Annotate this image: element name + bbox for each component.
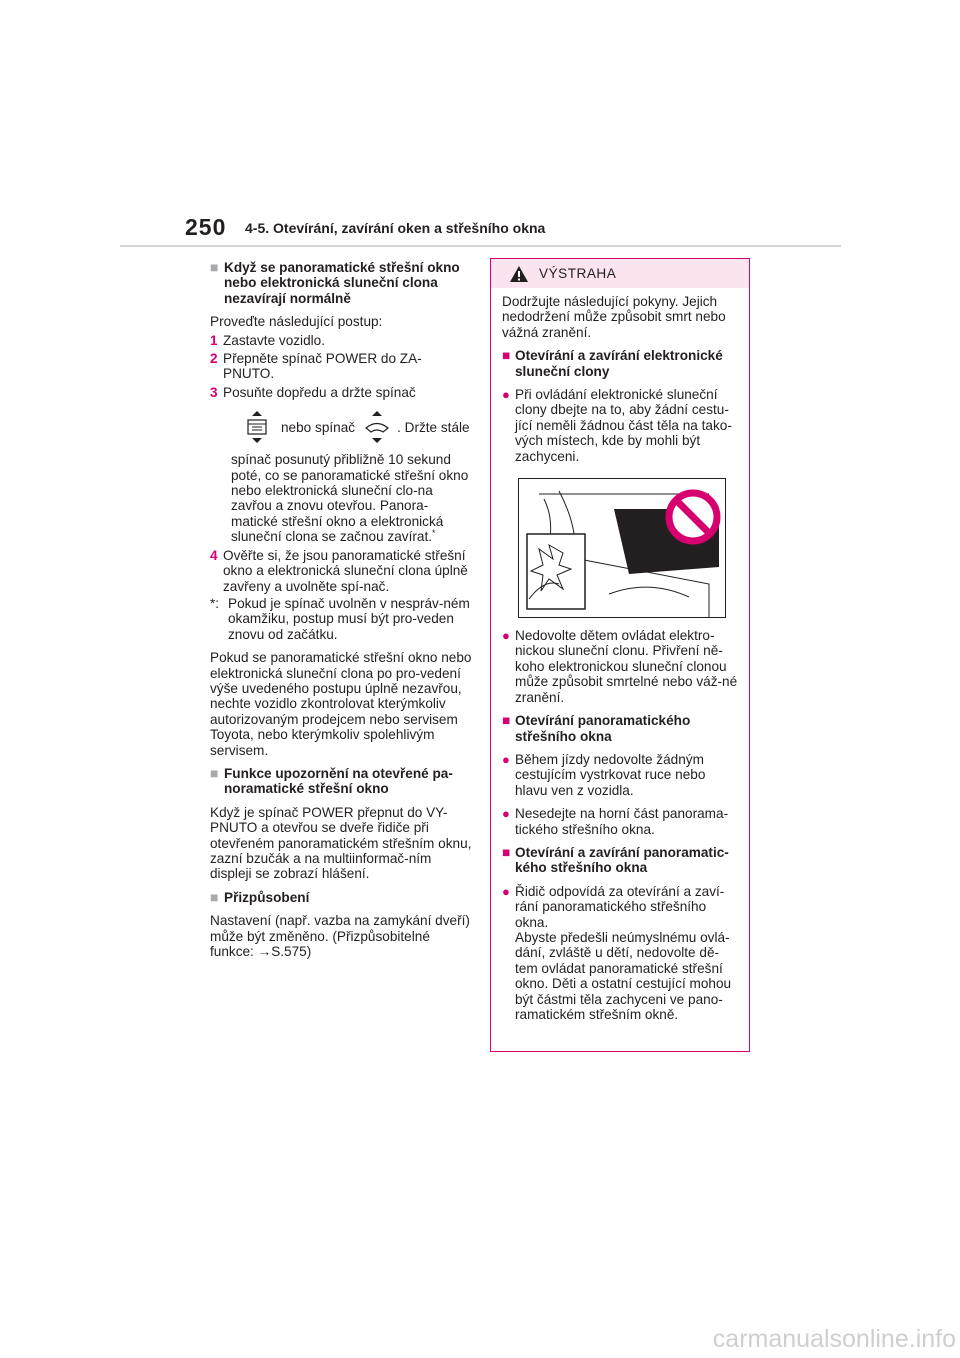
warning-intro: Dodržujte následující pokyny. Jejich nedodržení může způsobit smrt nebo vážná zranění. — [502, 294, 726, 340]
step-4: 4 Ověřte si, že jsou panoramatické střešní okno a elektronická sluneční clona úplně zavřeny a uvolněte spí-nač. — [210, 547, 468, 594]
round-bullet-icon: ● — [502, 883, 510, 899]
warning-heading-open-roof: ■ Otevírání panoramatického střešního okna — [502, 713, 691, 744]
warning-bullet: ● Nedovolte dětem ovládat elektro-nickou sluneční clonu. Přivření ně-koho elektronickou sluneční clonou může způsobit smrtelné nebo váž-né zranění. — [502, 628, 738, 705]
header-rule — [120, 245, 841, 247]
section-title: 4-5. Otevírání, zavírání oken a střešního okna — [245, 220, 546, 236]
square-bullet-icon: ■ — [502, 844, 511, 860]
round-bullet-icon: ● — [502, 628, 510, 644]
switch-icons-row: nebo spínač . Držte stále — [243, 410, 472, 444]
page-header — [0, 0, 960, 250]
step-3-continued: spínač posunutý přibližně 10 sekund poté, co se panoramatické střešní okno nebo elektronická sluneční clo-na zavřou a znovu otevřou. Panora-matické střešní okno a elektronická sluneční clona se začnou zavírat.* — [231, 452, 469, 545]
heading-customization: ■ Přizpůsobení — [210, 888, 310, 905]
intro-text: Proveďte následující postup: — [210, 314, 383, 330]
warning-heading-sunshade: ■ Otevírání a zavírání elektronické sluneční clony — [502, 348, 723, 379]
square-bullet-icon: ■ — [502, 348, 511, 364]
paragraph-buzzer: Když je spínač POWER přepnut do VY-PNUTO a otevřou se dveře řidiče při otevřeném panoramatickém střešním oknu, zazní bzučák a na multiinformač-ním displeji se zobrazí hlášení. — [210, 804, 472, 882]
square-bullet-icon: ■ — [210, 888, 219, 905]
warning-bullet: ● Řidič odpovídá za otevírání a zaví-rání panoramatického střešního okna. Abyste předešli neúmyslnému ovlá-dání, zvláště u dětí, nedovolte dě-tem ovládat panoramatické střešní okno. Děti a ostatní cestující mohou být částmi těla zachyceni ve pano-ramatickém střešním okně. — [502, 883, 732, 1022]
warning-bullet: ● Během jízdy nedovolte žádným cestujícím vystrkovat ruce nebo hlavu ven z vozidla. — [502, 751, 706, 798]
warning-triangle-icon — [509, 265, 529, 283]
square-bullet-icon: ■ — [210, 764, 219, 781]
paragraph-inspection: Pokud se panoramatické střešní okno nebo elektronická sluneční clona po pro-vedení výše uvedeného postupu úplně nezavřou, nechte vozidlo zkontrolovat kterýmkoliv autorizovaným prodejcem nebo servisem Toyota, nebo kterýmkoliv spolehlivým servisem. — [210, 650, 472, 758]
heading-open-roof-warning: ■ Funkce upozornění na otevřené pa-noramatické střešní okno — [210, 764, 453, 797]
footnote: *: Pokud je spínač uvolněn v nespráv-ném okamžiku, postup musí být pro-veden znovu od začátku. — [210, 595, 470, 642]
warning-bullet: ● Při ovládání elektronické sluneční clony dbejte na to, aby žádní cestu-jící neměli žádnou část těla na tako-vých místech, kde by mohli být zachyceni. — [502, 387, 732, 464]
warning-box — [490, 258, 750, 1052]
watermark: carmanualsonline.info — [712, 1325, 956, 1353]
round-bullet-icon: ● — [502, 387, 510, 403]
round-bullet-icon: ● — [502, 806, 510, 822]
warning-title-bar — [491, 259, 749, 288]
warning-body — [491, 288, 749, 1022]
pinch-illustration — [518, 478, 726, 618]
square-bullet-icon: ■ — [210, 259, 219, 275]
warning-heading-open-close-roof: ■ Otevírání a zavírání panoramatic-kého střešního okna — [502, 844, 729, 876]
round-bullet-icon: ● — [502, 751, 510, 767]
warning-bullet: ● Nesedejte na horní část panorama-tického střešního okna. — [502, 806, 729, 837]
heading-not-closing: ■ Když se panoramatické střešní okno nebo elektronická sluneční clona nezavírají normálně — [210, 259, 460, 306]
sunshade-pinch-illustration-icon — [519, 479, 725, 617]
left-column — [210, 256, 472, 959]
roof-switch-icon — [363, 410, 391, 444]
step-2: 2 Přepněte spínač POWER do ZA-PNUTO. — [210, 351, 422, 382]
page-number: 250 — [185, 214, 227, 240]
square-bullet-icon: ■ — [502, 713, 511, 729]
paragraph-customization: Nastavení (např. vazba na zamykání dveří) může být změněno. (Přizpůsobitelné funkce: →S.575) — [210, 913, 470, 960]
sunshade-switch-icon — [243, 410, 271, 444]
step-3: 3 Posuňte dopředu a držte spínač — [210, 384, 416, 400]
step-1: 1 Zastavte vozidlo. — [210, 332, 325, 348]
warning-title: VÝSTRAHA — [539, 266, 617, 281]
